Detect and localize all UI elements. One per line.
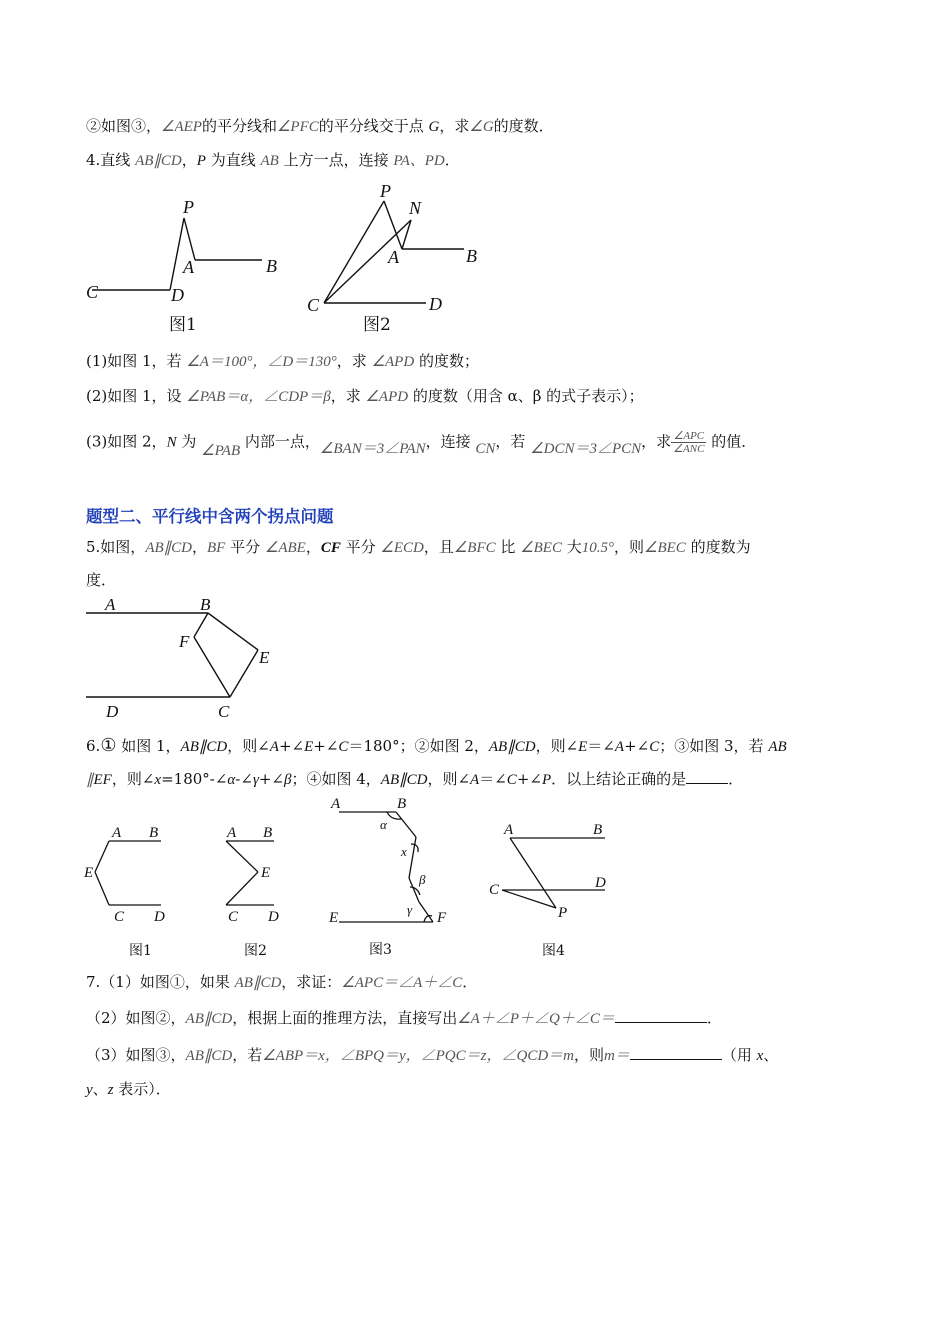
text: ，求 — [439, 117, 470, 135]
math-dcn-condition: ∠DCN＝3∠PCN — [530, 440, 642, 457]
q4-intro-line — [86, 150, 460, 171]
text: 6. — [86, 737, 101, 755]
text: ＝∠ — [587, 737, 615, 755]
section-title: 题型二、平行线中含两个拐点问题 — [86, 507, 334, 526]
text: +∠ — [258, 770, 284, 788]
var-g: G — [428, 119, 440, 135]
text: +∠ — [278, 737, 305, 755]
label-d: D — [171, 285, 184, 305]
math-bf: BF — [207, 540, 226, 556]
text: ，求 — [336, 352, 372, 370]
text: 的度数； — [414, 352, 479, 370]
text: ，求 — [330, 387, 366, 405]
math-given-angles: ∠A＝100°，∠D＝130° — [186, 354, 337, 370]
caption-fig3: 图3 — [369, 942, 392, 958]
text: 平分 — [225, 538, 265, 556]
text: 4.直线 — [86, 151, 136, 169]
var-x: x — [154, 772, 162, 788]
label-d: D — [268, 909, 279, 925]
text: 的度数（用含 α、β 的式子表示）； — [408, 387, 644, 405]
caption-fig2: 图2 — [363, 315, 391, 335]
math-angle-bec: ∠BEC — [644, 540, 686, 556]
text: (3)如图 2， — [86, 432, 167, 451]
text: 的平分线和 — [201, 117, 277, 135]
math-ab-parallel-cd: AB∥CD — [234, 975, 282, 991]
math-angle-pab: ∠PAB — [201, 442, 241, 459]
math-angle-pfc: ∠PFC — [276, 119, 319, 135]
var-a: A — [470, 772, 480, 788]
text: ，则∠ — [227, 737, 270, 755]
figure-q4-1 — [80, 185, 290, 345]
math-apc-equation: ∠APC＝∠A＋∠C — [341, 975, 463, 991]
text: ；③如图 3，若 — [659, 737, 769, 755]
label-d: D — [429, 294, 442, 314]
math-ab-parallel-cd: AB∥CD — [135, 153, 182, 169]
label-beta: β — [419, 872, 426, 887]
math-angle-vars: ∠PAB＝α，∠CDP＝β — [186, 389, 331, 405]
label-x: x — [401, 844, 407, 859]
label-a: A — [388, 247, 399, 267]
var-n: N — [166, 434, 177, 451]
var-e: E — [304, 739, 314, 755]
text: =180°-∠ — [161, 770, 228, 788]
var-ab-cd: AB∥CD — [488, 739, 536, 755]
q5-line-2: 度． — [86, 571, 117, 589]
label-c: C — [218, 702, 230, 721]
fraction-denominator: ∠ANC — [673, 443, 705, 455]
figure-q6-3 — [325, 792, 465, 962]
text: 为 — [176, 432, 202, 451]
label-c: C — [307, 295, 320, 315]
text: (2)如图 1，设 — [86, 387, 187, 405]
text: +∠ — [624, 737, 650, 755]
var-p: P — [196, 153, 206, 169]
text: 大 — [561, 538, 582, 556]
text: ， — [305, 538, 321, 556]
text: ．以上结论正确的是 — [551, 770, 687, 788]
fraction-numerator: ∠APC — [671, 430, 706, 443]
text: 的平分线交于点 — [318, 117, 429, 135]
text: ＝∠ — [479, 770, 507, 788]
label-b: B — [466, 246, 477, 266]
var-a: A — [614, 739, 625, 755]
text: ，若 — [495, 432, 531, 451]
label-c: C — [228, 909, 239, 925]
text: ，根据上面的推理方法，直接写出 — [232, 1009, 458, 1027]
text: ，求证： — [281, 973, 342, 991]
q6-line-1 — [86, 736, 787, 757]
var-x: x — [756, 1048, 764, 1064]
text: （用 — [721, 1046, 757, 1064]
q7-part3-line — [86, 1045, 778, 1066]
text: ． — [728, 770, 744, 788]
var-gamma: γ — [252, 772, 259, 788]
text: 平分 — [340, 538, 381, 556]
math-10-5-deg: 10.5° — [581, 540, 614, 556]
text: 7.（1）如图①，如果 — [86, 973, 235, 991]
q6-line-2 — [86, 769, 743, 790]
q5-line — [86, 537, 751, 558]
var-c: C — [506, 772, 517, 788]
text: +∠ — [313, 737, 339, 755]
text: ，则∠ — [427, 770, 471, 788]
text: 的度数． — [493, 117, 554, 135]
var-alpha: α — [227, 772, 236, 788]
label-d: D — [595, 875, 606, 891]
q4-part1-line — [86, 351, 479, 372]
label-b: B — [263, 825, 273, 841]
answer-blank — [630, 1045, 722, 1060]
label-a: A — [504, 822, 514, 838]
math-ab-parallel-cd: AB∥CD — [145, 540, 192, 556]
q7-part3-line-2 — [86, 1079, 171, 1100]
text: 、 — [763, 1046, 779, 1064]
label-c: C — [114, 909, 125, 925]
math-angle-sum: ∠A＋∠P＋∠Q＋∠C＝ — [457, 1011, 615, 1027]
answer-blank — [686, 769, 728, 784]
text: ＝180°；②如图 2， — [348, 737, 489, 755]
q7-part2-line — [86, 1008, 722, 1029]
math-pa-pd: PA、PD — [393, 153, 445, 169]
text: 比 — [495, 538, 521, 556]
var-ab-cd: AB∥CD — [380, 772, 428, 788]
text: +∠ — [516, 770, 542, 788]
var-e: E — [578, 739, 588, 755]
label-b: B — [593, 822, 603, 838]
figure-q6-2 — [218, 822, 328, 962]
label-f: F — [437, 910, 447, 926]
text: 5.如图， — [86, 538, 146, 556]
label-b: B — [149, 825, 159, 841]
text: ，若 — [232, 1046, 263, 1064]
figure-q4-2 — [300, 180, 500, 340]
text: 如图 1， — [116, 737, 181, 755]
label-e: E — [261, 865, 271, 881]
label-c: C — [489, 882, 500, 898]
text: ，则 — [614, 538, 645, 556]
math-angle-definitions: ∠ABP＝x，∠BPQ＝y，∠PQC＝z，∠QCD＝m — [262, 1048, 574, 1064]
var-c: C — [649, 739, 660, 755]
label-alpha: α — [380, 817, 387, 832]
var-p: P — [541, 772, 552, 788]
math-angle-apd: ∠APD — [365, 389, 409, 405]
math-ab: AB — [260, 153, 279, 169]
q7-part1-line — [86, 972, 477, 993]
caption-fig1: 图1 — [129, 943, 152, 959]
label-d: D — [154, 909, 165, 925]
label-a: A — [331, 796, 341, 812]
label-p: P — [380, 181, 391, 201]
math-ab-parallel-cd: AB∥CD — [185, 1048, 233, 1064]
label-b: B — [397, 796, 407, 812]
var-cf: CF — [320, 540, 341, 556]
text: ；④如图 4， — [291, 770, 381, 788]
caption-fig4: 图4 — [542, 943, 565, 959]
text: 内部一点， — [240, 432, 320, 451]
q4-part3-line — [86, 430, 757, 459]
figure-q6-4 — [486, 822, 626, 962]
text: ， — [181, 151, 197, 169]
text: ，则∠ — [535, 737, 579, 755]
text: -∠ — [235, 770, 253, 788]
label-a: A — [105, 595, 116, 614]
math-ban-condition: ∠BAN＝3∠PAN — [319, 440, 426, 457]
math-angle-bec: ∠BEC — [520, 540, 562, 556]
math-angle-g: ∠G — [469, 119, 494, 135]
math-angle-ecd: ∠ECD — [380, 540, 424, 556]
math-angle-bfc: ∠BFC — [453, 540, 496, 556]
math-ab-parallel-cd: AB∥CD — [185, 1011, 233, 1027]
label-e: E — [259, 648, 270, 667]
caption-fig2: 图2 — [244, 943, 267, 959]
text: ，且 — [423, 538, 454, 556]
math-cn: CN — [475, 440, 496, 457]
text: ， — [191, 538, 207, 556]
math-m-equals: m＝ — [604, 1048, 630, 1064]
label-c: C — [86, 282, 99, 302]
label-p: P — [183, 197, 194, 217]
var-y: y — [86, 1082, 93, 1098]
figure-q6-1 — [84, 822, 194, 962]
label-e: E — [329, 910, 339, 926]
text: ，则∠ — [111, 770, 155, 788]
label-a: A — [227, 825, 237, 841]
text: ． — [462, 973, 478, 991]
label-a: A — [183, 257, 194, 277]
var-beta: β — [284, 772, 292, 788]
parallel-symbol: ∥ — [86, 772, 94, 788]
text: （2）如图②， — [86, 1009, 186, 1027]
label-n: N — [409, 198, 422, 218]
var-z: z — [107, 1082, 114, 1098]
math-angle-aep: ∠AEP — [161, 119, 202, 135]
text: 为直线 — [205, 151, 261, 169]
label-p: P — [558, 905, 568, 921]
math-angle-apd: ∠APD — [371, 354, 415, 370]
label-d: D — [106, 702, 119, 721]
text: (1)如图 1，若 — [86, 352, 187, 370]
label-f: F — [179, 632, 190, 651]
circled-one: ① — [100, 735, 117, 756]
text: ，则 — [573, 1046, 604, 1064]
var-ef: EF — [93, 772, 112, 788]
var-ab-cd: AB∥CD — [180, 739, 228, 755]
label-a: A — [112, 825, 122, 841]
fraction-apc-anc — [671, 430, 706, 455]
answer-blank — [615, 1008, 707, 1023]
var-ab: AB — [768, 739, 787, 755]
text: 的值． — [706, 432, 757, 451]
text: ，求 — [641, 432, 672, 451]
text: 上方一点，连接 — [278, 151, 394, 169]
caption-fig1: 图1 — [169, 315, 197, 335]
text: ． — [444, 151, 460, 169]
label-b: B — [200, 595, 211, 614]
var-a: A — [269, 739, 279, 755]
label-b: B — [266, 256, 277, 276]
text: ②如图③， — [86, 117, 162, 135]
q4-part2-line — [86, 386, 644, 407]
q3-part2-line — [86, 116, 554, 137]
text: 的度数为 — [685, 538, 751, 556]
text: 、 — [92, 1080, 108, 1098]
text: ，连接 — [425, 432, 476, 451]
figure-q5 — [86, 595, 366, 725]
math-angle-abe: ∠ABE — [264, 540, 306, 556]
label-e: E — [84, 865, 94, 881]
text: 表示）． — [113, 1080, 171, 1098]
text: （3）如图③， — [86, 1046, 186, 1064]
text: ． — [706, 1009, 722, 1027]
label-gamma: γ — [407, 902, 413, 917]
var-c: C — [338, 739, 349, 755]
